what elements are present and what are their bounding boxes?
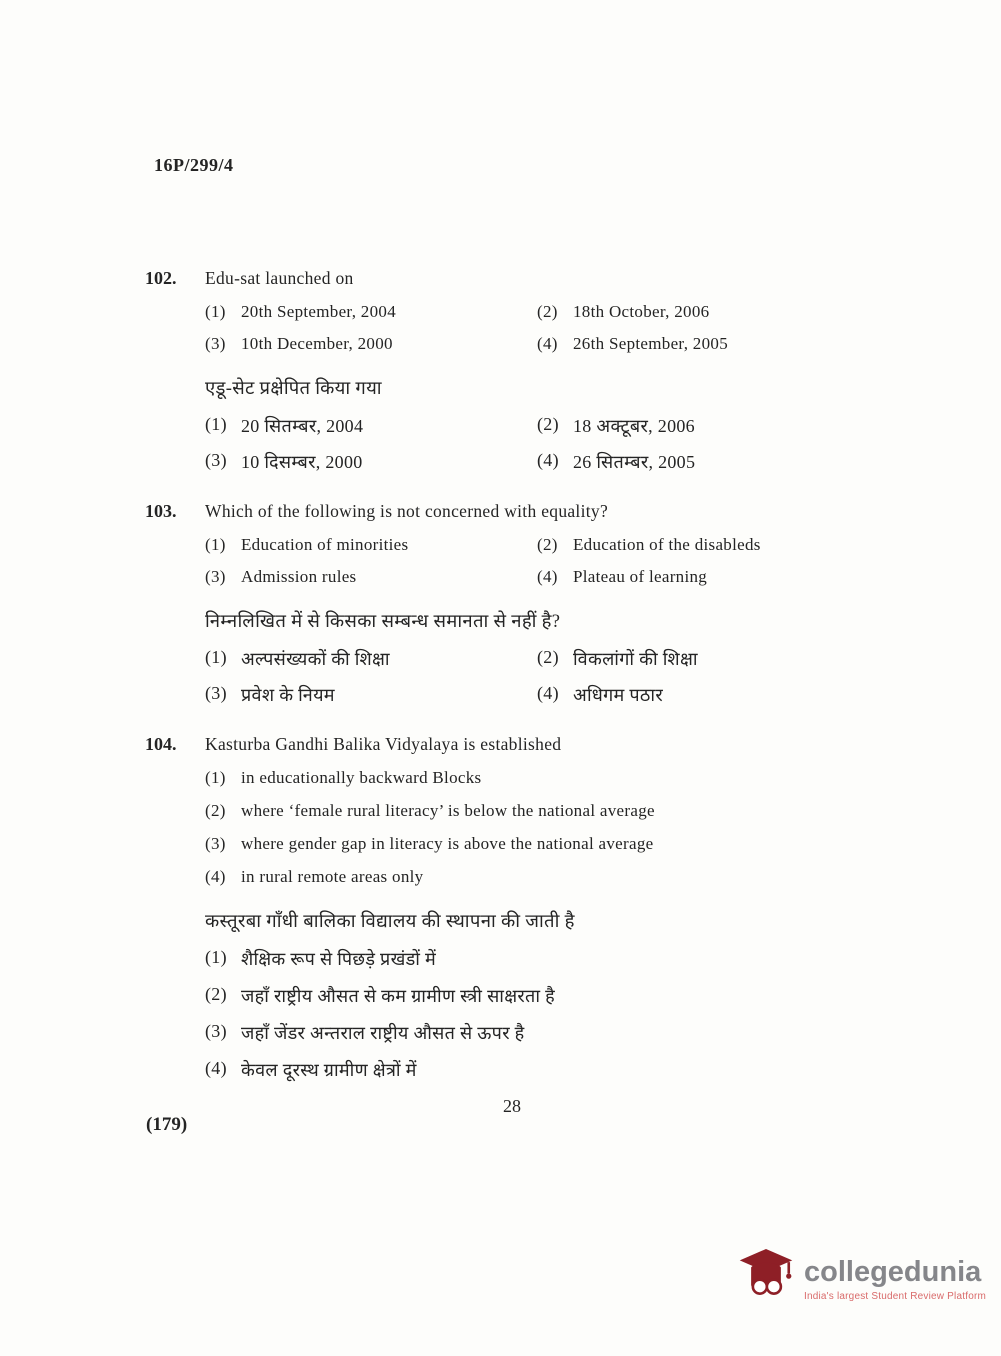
paper-code: 16P/299/4 xyxy=(154,155,234,175)
option xyxy=(205,683,537,707)
options-hi xyxy=(205,947,845,1082)
option xyxy=(205,567,537,587)
option xyxy=(205,947,845,971)
option-label: (1) xyxy=(205,535,226,554)
option xyxy=(205,1058,845,1082)
logo-brand-text: collegedunia xyxy=(804,1255,982,1288)
option-text: 18th October, 2006 xyxy=(573,302,710,321)
questions-area xyxy=(145,268,845,1122)
question-102 xyxy=(145,268,845,474)
option-label: (4) xyxy=(537,567,558,586)
option-text: 26 सितम्बर, 2005 xyxy=(573,452,696,472)
options-en xyxy=(205,302,845,354)
option xyxy=(205,801,845,821)
collegedunia-mascot-icon xyxy=(738,1246,794,1313)
option xyxy=(537,683,845,707)
question-text-en: Which of the following is not concerned with equality? xyxy=(205,501,609,521)
option xyxy=(205,414,537,438)
option xyxy=(205,334,537,354)
option xyxy=(537,414,845,438)
option-label: (2) xyxy=(205,984,227,1004)
option xyxy=(205,302,537,322)
question-number: 102. xyxy=(145,268,177,288)
option-text: 20 सितम्बर, 2004 xyxy=(241,416,364,436)
question-text-hi: कस्तूरबा गाँधी बालिका विद्यालय की स्थापना की जाती है xyxy=(205,912,575,932)
option-text: Admission rules xyxy=(241,567,357,586)
option-label: (4) xyxy=(205,867,226,886)
question-text-hi: निम्नलिखित में से किसका सम्बन्ध समानता से नहीं है? xyxy=(205,612,561,632)
option xyxy=(205,984,845,1008)
option-text: जहाँ जेंडर अन्तराल राष्ट्रीय औसत से ऊपर है xyxy=(241,1023,525,1043)
question-body xyxy=(205,734,845,1095)
question-number: 104. xyxy=(145,734,177,754)
option xyxy=(205,535,537,555)
option-text: अल्पसंख्यकों की शिक्षा xyxy=(241,649,390,669)
option-text: Education of minorities xyxy=(241,535,409,554)
option xyxy=(537,567,845,587)
option-text: 18 अक्टूबर, 2006 xyxy=(573,416,695,436)
collegedunia-logo xyxy=(738,1246,986,1313)
option-label: (2) xyxy=(537,535,558,554)
question-body xyxy=(205,501,845,707)
option-text: विकलांगों की शिक्षा xyxy=(573,649,698,669)
option-label: (2) xyxy=(537,414,559,434)
question-text-en: Kasturba Gandhi Balika Vidyalaya is established xyxy=(205,734,562,754)
option-label: (4) xyxy=(537,334,558,353)
option-label: (1) xyxy=(205,302,226,321)
option-text: Education of the disableds xyxy=(573,535,761,554)
option-label: (4) xyxy=(537,450,559,470)
option-label: (3) xyxy=(205,334,226,353)
option-label: (1) xyxy=(205,947,227,967)
question-text-hi: एडू-सेट प्रक्षेपित किया गया xyxy=(205,379,382,399)
option-label: (3) xyxy=(205,450,227,470)
option xyxy=(205,768,845,788)
option-label: (1) xyxy=(205,647,227,667)
option xyxy=(205,450,537,474)
option xyxy=(537,334,845,354)
option xyxy=(205,647,537,671)
option xyxy=(537,535,845,555)
option-text: 26th September, 2005 xyxy=(573,334,728,353)
page-number: 28 xyxy=(503,1096,521,1116)
option-text: प्रवेश के नियम xyxy=(241,685,335,705)
option-label: (4) xyxy=(205,1058,227,1078)
option-label: (3) xyxy=(205,1021,227,1041)
logo-text-block xyxy=(804,1255,987,1302)
question-number: 103. xyxy=(145,501,177,521)
options-hi xyxy=(205,414,845,474)
option-text: where gender gap in literacy is above the national average xyxy=(241,834,654,853)
option-label: (3) xyxy=(205,683,227,703)
option-label: (4) xyxy=(537,683,559,703)
options-hi xyxy=(205,647,845,707)
option-text: शैक्षिक रूप से पिछड़े प्रखंडों में xyxy=(241,949,437,969)
option-text: केवल दूरस्थ ग्रामीण क्षेत्रों में xyxy=(241,1060,417,1080)
option-text: जहाँ राष्ट्रीय औसत से कम ग्रामीण स्त्री साक्षरता है xyxy=(241,986,555,1006)
option-text: in rural remote areas only xyxy=(241,867,424,886)
options-en xyxy=(205,535,845,587)
option-label: (2) xyxy=(205,801,226,820)
option-label: (3) xyxy=(205,567,226,586)
option xyxy=(537,450,845,474)
option-label: (3) xyxy=(205,834,226,853)
option-text: Plateau of learning xyxy=(573,567,708,586)
option-label: (2) xyxy=(537,302,558,321)
option-label: (1) xyxy=(205,414,227,434)
option xyxy=(205,1021,845,1045)
option-text: 10 दिसम्बर, 2000 xyxy=(241,452,363,472)
option xyxy=(205,834,845,854)
logo-tagline: India's largest Student Review Platform xyxy=(804,1290,987,1302)
question-103 xyxy=(145,501,845,707)
option-text: 20th September, 2004 xyxy=(241,302,396,321)
option-text: in educationally backward Blocks xyxy=(241,768,482,787)
options-en xyxy=(205,768,845,887)
option-text: अधिगम पठार xyxy=(573,685,663,705)
option xyxy=(537,302,845,322)
option-text: where ‘female rural literacy’ is below the national average xyxy=(241,801,655,820)
option xyxy=(205,867,845,887)
booklet-code: (179) xyxy=(146,1114,188,1135)
option-label: (2) xyxy=(537,647,559,667)
option-text: 10th December, 2000 xyxy=(241,334,393,353)
option-label: (1) xyxy=(205,768,226,787)
question-104 xyxy=(145,734,845,1095)
option xyxy=(537,647,845,671)
question-body xyxy=(205,268,845,474)
question-text-en: Edu-sat launched on xyxy=(205,268,354,288)
